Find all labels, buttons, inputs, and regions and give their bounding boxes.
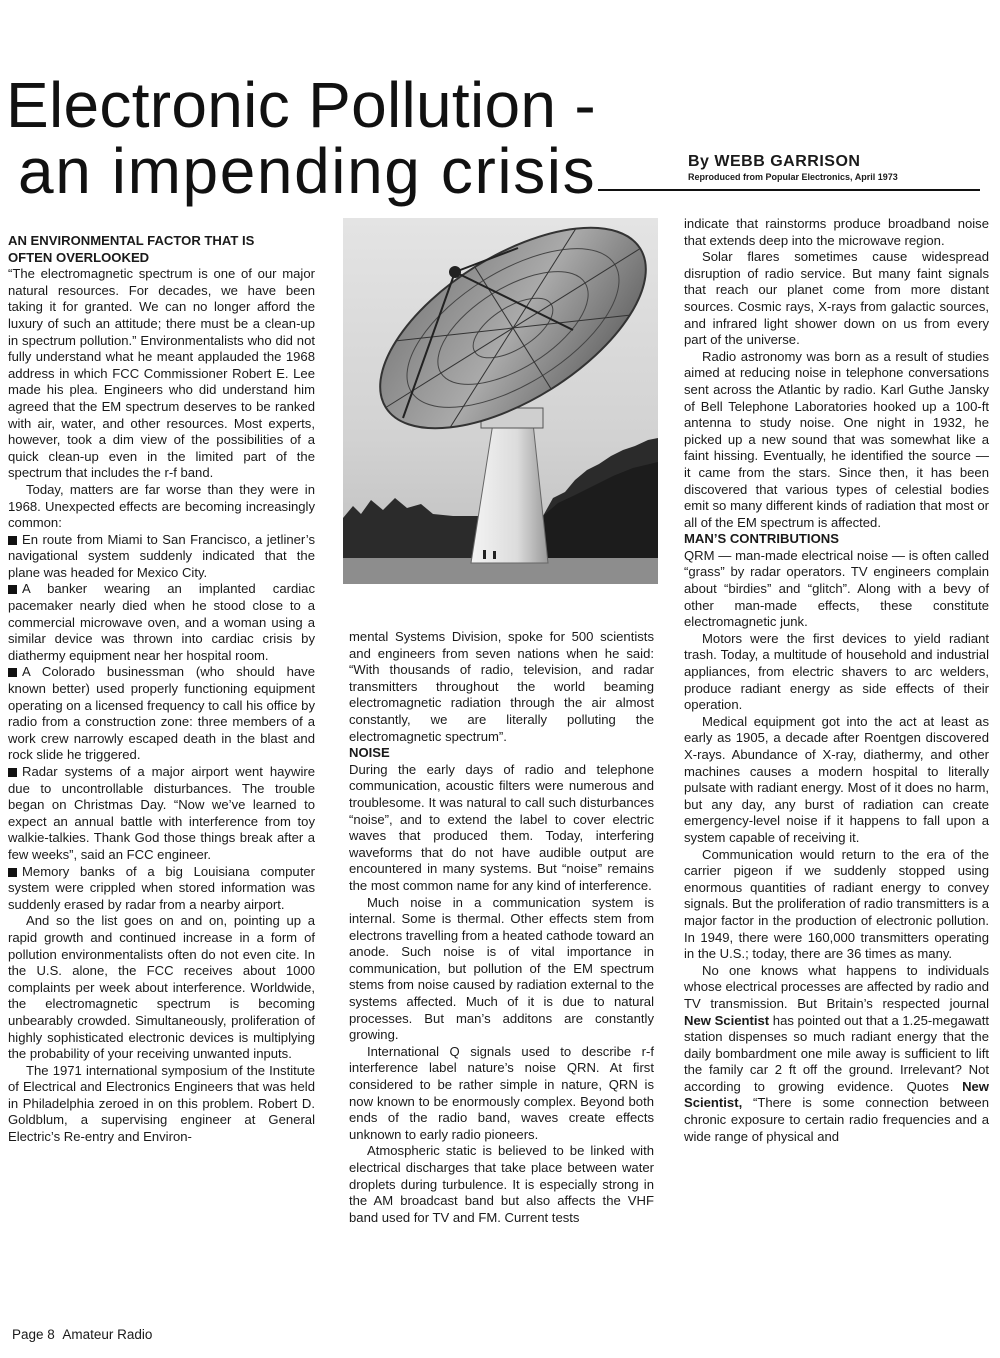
section-heading-environmental [8, 233, 315, 266]
bullet-item [8, 764, 315, 864]
square-bullet-icon [8, 868, 17, 877]
journal-name: New Scientist, [684, 1078, 989, 1111]
paragraph: Solar flares sometimes cause widespread disruption of radio service. But many faint signals that reach our planet come from more distant sources. Cosmic rays, X-rays from galactic sources, and infrared light shower down on us from every part of the universe. [684, 249, 989, 348]
bullet-text: A Colorado businessman (who should have known better) used properly functioning equipment operating on a licensed frequency to call his office by radio from a construction zone: three members of a work crew narrowly escaped death in the blast and rock slide he triggered. [8, 664, 315, 763]
square-bullet-icon [8, 536, 17, 545]
page-footer [12, 1327, 152, 1342]
journal-name: New Scientist [684, 1012, 770, 1028]
paragraph: Motors were the first devices to yield radiant trash. Today, a multitude of household and industrial appliances, from electric shavers to arc welders, produce radiant energy as side effects of their operation. [684, 630, 989, 713]
paragraph: Today, matters are far worse than they were in 1968. Unexpected effects are becoming increasingly common: [8, 481, 315, 531]
bullet-text: Radar systems of a major airport went haywire due to uncontrollable disturbances. The trouble began on Christmas Day. “Now we’ve learned to expect an annual battle with interference from toy walkie-talkies. Thank God those things break after a few weeks”, said an FCC engineer. [8, 764, 315, 862]
title-line-2: an impending crisis [18, 135, 597, 207]
paragraph: And so the list goes on and on, pointing up a rapid growth and continued increase in a form of pollution environmentalists often do not even cite. In the U.S. alone, the FCC receives about 1000 complaints per week about interference. Worldwide, the electromagnetic spectrum is becoming unbearably crowded. Simultaneously, proliferation of highly sophisticated electronic devices is multiplying the probability of your receiving unwanted inputs. [8, 913, 315, 1062]
section-heading-mans-contributions: MAN’S CONTRIBUTIONS [684, 531, 839, 547]
paragraph: QRM — man-made electrical noise — is often called “grass” by radar operators. TV engineers complain about “birdies” and “glitch”. Along with a bevy of other man-made effects, these constitute electromagnetic junk. [684, 547, 989, 630]
title-line-1: Electronic Pollution - [6, 69, 596, 141]
bullet-item [8, 532, 315, 582]
paragraph: Radio astronomy was born as a result of studies aimed at reducing noise in telephone conversations sent across the Atlantic by radio. Karl Guthe Jansky of Bell Telephone Laboratories hooked up a 100-ft antenna to study noise. One night in 1932, he picked up a new sound that was somewhat like a faint hissing. Eventually, he identified the source — it came from the stars. Since then, it has been discovered that various types of celestial bodies emit so many different kinds of radiation that most or all of the EM spectrum is affected. [684, 348, 989, 530]
paragraph: The 1971 international symposium of the Institute of Electrical and Electronics Engineers that was held in Philadelphia zeroed in on this problem. Robert D. Goldblum, a supervising engineer at General Electric’s Re-entry and Environ- [8, 1062, 315, 1145]
column-1 [8, 233, 315, 1146]
square-bullet-icon [8, 768, 17, 777]
paragraph: indicate that rainstorms produce broadband noise that extends deep into the microwave region. [684, 216, 989, 248]
bullet-item [8, 581, 315, 664]
bullet-item [8, 664, 315, 764]
column-3 [684, 216, 989, 1145]
bullet-text: En route from Miami to San Francisco, a jetliner’s navigational system suddenly indicated that the plane was headed for Mexico City. [8, 531, 315, 580]
section-heading-noise: NOISE [349, 745, 390, 761]
bullet-text: Memory banks of a big Louisiana computer system were crippled when stored information was suddenly erased by radar from a nearby airport. [8, 863, 315, 912]
paragraph: “The electromagnetic spectrum is one of our major natural resources. For decades, we have been taking it for granted. We can no longer afford the luxury of such an attitude; there must be a clean-up in spectrum pollution.” Environmentalists who did not fully understand what he meant applauded the 1968 address in which FCC Commissioner Robert E. Lee made his plea. Engineers who did understand him agreed that the EM spectrum deserves to be ranked with air, water, and other resources. Most experts, however, took a dim view of the possibilities of a quick clean-up even in the limited part of the spectrum that includes the r-f band. [8, 266, 315, 481]
paragraph-text: has pointed out that a 1.25-megawatt station dispenses so much radiant energy that the daily bombardment one mile away is sufficient to lift the family car 2 ft off the ground. Irrelevant? Not according to growing evidence. Quotes [684, 1012, 989, 1094]
source-credit: Reproduced from Popular Electronics, April 1973 [688, 172, 898, 182]
heading-line-2: OFTEN OVERLOOKED [8, 249, 150, 265]
paragraph [684, 963, 989, 1146]
paragraph: During the early days of radio and telephone communication, acoustic filters were numerous and troublesome. It was natural to call such disturbances “noise”, and to extend the label to cover electric waves that produced them. Today, interfering waveforms that do not have audible output are encountered in many systems. But “noise” remains the most common name for any kind of interference. [349, 761, 654, 893]
paragraph-text: No one knows what happens to individuals whose electrical processes are affected by radio and TV transmission. But Britain’s respected journal [684, 962, 989, 1011]
square-bullet-icon [8, 585, 17, 594]
article-title [6, 69, 656, 207]
paragraph-text: “There is some connection between chronic exposure to certain radio frequencies and a wide range of physical and [684, 1095, 989, 1144]
paragraph: Much noise in a communication system is internal. Some is thermal. Other effects stem from electrons travelling from a heated cathode toward an anode. Such noise is of vital importance in communication, but pollution of the EM spectrum stems from noise caused by radiation external to the systems affected. Much of it is due to natural processes. But man’s additons are constantly growing. [349, 894, 654, 1043]
byline: By WEBB GARRISON [688, 153, 861, 170]
bullet-item [8, 864, 315, 914]
title-underline [598, 189, 980, 191]
paragraph: Atmospheric static is believed to be linked with electrical discharges that take place between water droplets during turbulence. It is especially strong in the AM broadcast band but also affects the VHF band used for TV and FM. Current tests [349, 1143, 654, 1225]
column-2 [349, 629, 654, 1226]
radio-telescope-photo [343, 218, 658, 584]
paragraph: International Q signals used to describe r-f interference label nature’s noise QRN. At first considered to be rather simple in nature, QRN is now known to be enormously complex. Beyond both ends of the radio band, waves create effects unknown to early radio pioneers. [349, 1043, 654, 1142]
heading-line-1: AN ENVIRONMENTAL FACTOR THAT IS [8, 233, 255, 248]
paragraph: Medical equipment got into the act at least as early as 1905, a decade after Roentgen discovered X-rays. Abundance of X-ray, diathermy, and other machines causes a modern hospital to literally pulsate with radiant energy. Most of it does no harm, but any day, any burst of radiation can create emergency-level noise if it happens to fall upon a system capable of receiving it. [684, 713, 989, 845]
page-number: Page 8 [12, 1327, 55, 1342]
bullet-text: A banker wearing an implanted cardiac pacemaker nearly died when he stood close to a commercial microwave oven, and a woman using a similar device was thrown into cardiac crisis by diathermy equipment near her hospital room. [8, 581, 315, 663]
square-bullet-icon [8, 668, 17, 677]
paragraph: mental Systems Division, spoke for 500 scientists and engineers from seven nations when he said: “With thousands of radio, television, and radar transmitters throughout the world beaming electromagnetic radiation through the air almost constantly, we are literally polluting the electromagnetic spectrum”. [349, 629, 654, 744]
publication-name: Amateur Radio [62, 1327, 153, 1342]
paragraph: Communication would return to the era of the carrier pigeon if we suddenly stopped using enormous quantities of radiant energy to convey signals. But the proliferation of radio transmitters is a major factor in the production of electronic pollution. In 1949, there were 160,000 transmitters operating in the U.S.; today, there are 36 times as many. [684, 846, 989, 962]
